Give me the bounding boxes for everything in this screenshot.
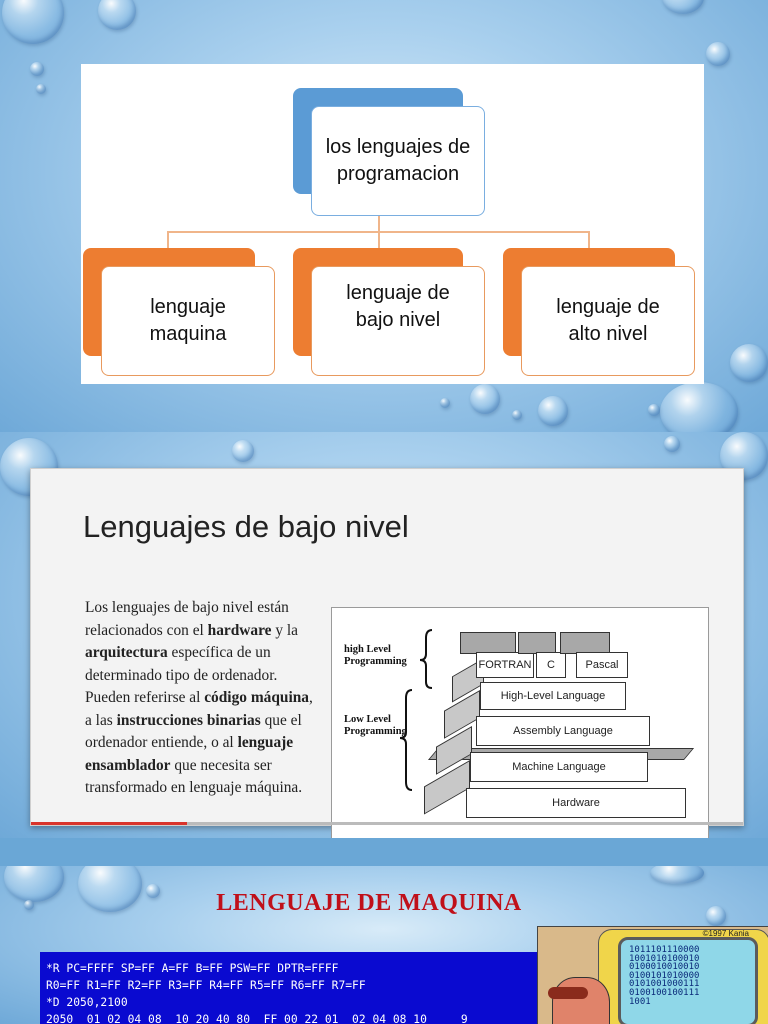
connector <box>167 231 169 248</box>
water-drop <box>538 396 568 426</box>
binary-screen <box>618 937 758 1024</box>
block-top <box>560 632 610 654</box>
terminal-line: *R PC=FFFF SP=FF A=FF B=FF PSW=FF DPTR=FFFF <box>46 962 339 975</box>
slide-3 <box>0 866 768 1024</box>
binary-line: 0101001000111 <box>629 979 700 990</box>
person-head-icon <box>552 977 610 1024</box>
terminal-line: *D 2050,2100 <box>46 996 128 1009</box>
child-box-low-text: lenguaje de bajo nivel <box>346 282 450 331</box>
slide-1 <box>0 0 768 432</box>
connector <box>378 231 380 248</box>
block-top <box>518 632 556 654</box>
child-box-machine-text: lenguaje maquina <box>149 296 227 345</box>
water-drop <box>36 84 46 94</box>
binary-line: 1001010100010 <box>629 953 700 964</box>
top-box-text: los lenguajes de programacion <box>325 136 471 185</box>
connector <box>588 231 590 248</box>
bold-run: lenguaje ensamblador <box>85 734 294 774</box>
layer-high-level: High-Level Language <box>480 682 626 710</box>
slide-title: LENGUAJE DE MAQUINA <box>216 890 522 916</box>
layer-assembly: Assembly Language <box>476 716 650 746</box>
water-drop <box>232 440 254 462</box>
water-drop <box>730 344 768 382</box>
water-drop <box>660 382 738 432</box>
description-paragraph <box>85 597 320 800</box>
terminal-line: R0=FF R1=FF R2=FF R3=FF R4=FF R5=FF R6=FF R7=FF <box>46 979 366 992</box>
progress-bar-fill <box>31 822 187 825</box>
text-run: que necesita ser transformado en lenguaje máquina. <box>85 756 303 796</box>
bold-run: hardware <box>207 621 272 639</box>
binary-line: 0100101010000 <box>629 970 700 981</box>
child-box-low <box>311 266 485 376</box>
water-drop <box>98 0 136 30</box>
binary-line: 1001 <box>629 996 651 1007</box>
org-chart <box>81 64 704 384</box>
low-level-label: Low Level Programming <box>344 714 407 737</box>
block-pascal: Pascal <box>576 652 628 678</box>
block-fortran: FORTRAN <box>476 652 534 678</box>
text-run: que el ordenador entiende, o al <box>85 711 302 751</box>
copyright-text: ©1997 Kania <box>702 929 749 938</box>
bold-run: código máquina <box>204 689 309 706</box>
slide-title: Lenguajes de bajo nivel <box>83 509 409 544</box>
bold-run: instrucciones binarias <box>116 711 261 729</box>
water-drop <box>470 384 500 414</box>
child-box-high <box>521 266 695 376</box>
terminal-line: 2050 01 02 04 08 10 20 40 80 FF 00 22 01 02 04 08 10 9 <box>46 1013 468 1024</box>
terminal-output <box>40 952 537 1024</box>
binary-line: 0100010010010 <box>629 962 700 973</box>
water-drop <box>2 0 64 44</box>
block-c: C <box>536 652 566 678</box>
water-drop <box>30 62 44 76</box>
block-top <box>460 632 516 654</box>
water-drop <box>706 42 730 66</box>
connector <box>378 214 380 232</box>
text-run: Los lenguajes de bajo nivel están relacionados con el <box>85 599 289 639</box>
text-run: , a las <box>85 689 313 729</box>
slide-2 <box>0 432 768 838</box>
progress-bar-track <box>187 822 743 825</box>
binary-line: 1011101110000 <box>629 945 700 955</box>
high-level-label: high Level Programming <box>344 644 407 667</box>
water-drop <box>648 404 660 416</box>
person-hair-icon <box>548 987 588 999</box>
top-box <box>311 106 485 216</box>
content-card <box>30 468 744 826</box>
bold-run: arquitectura <box>85 644 168 661</box>
water-drop <box>512 410 522 420</box>
water-drop <box>662 0 704 14</box>
binary-line: 0100100100111 <box>629 987 700 998</box>
water-drop <box>650 866 704 884</box>
child-box-machine <box>101 266 275 376</box>
cartoon-illustration <box>537 926 768 1024</box>
layer-hardware: Hardware <box>466 788 686 818</box>
water-drop <box>664 436 680 452</box>
text-run: y la <box>271 621 298 639</box>
child-box-high-text: lenguaje de alto nivel <box>556 296 660 345</box>
water-drop <box>440 398 450 408</box>
language-levels-diagram <box>331 607 709 838</box>
layer-machine: Machine Language <box>470 752 648 782</box>
text-run: específica de un determinado tipo de ordenador. Pueden referirse al <box>85 644 278 706</box>
